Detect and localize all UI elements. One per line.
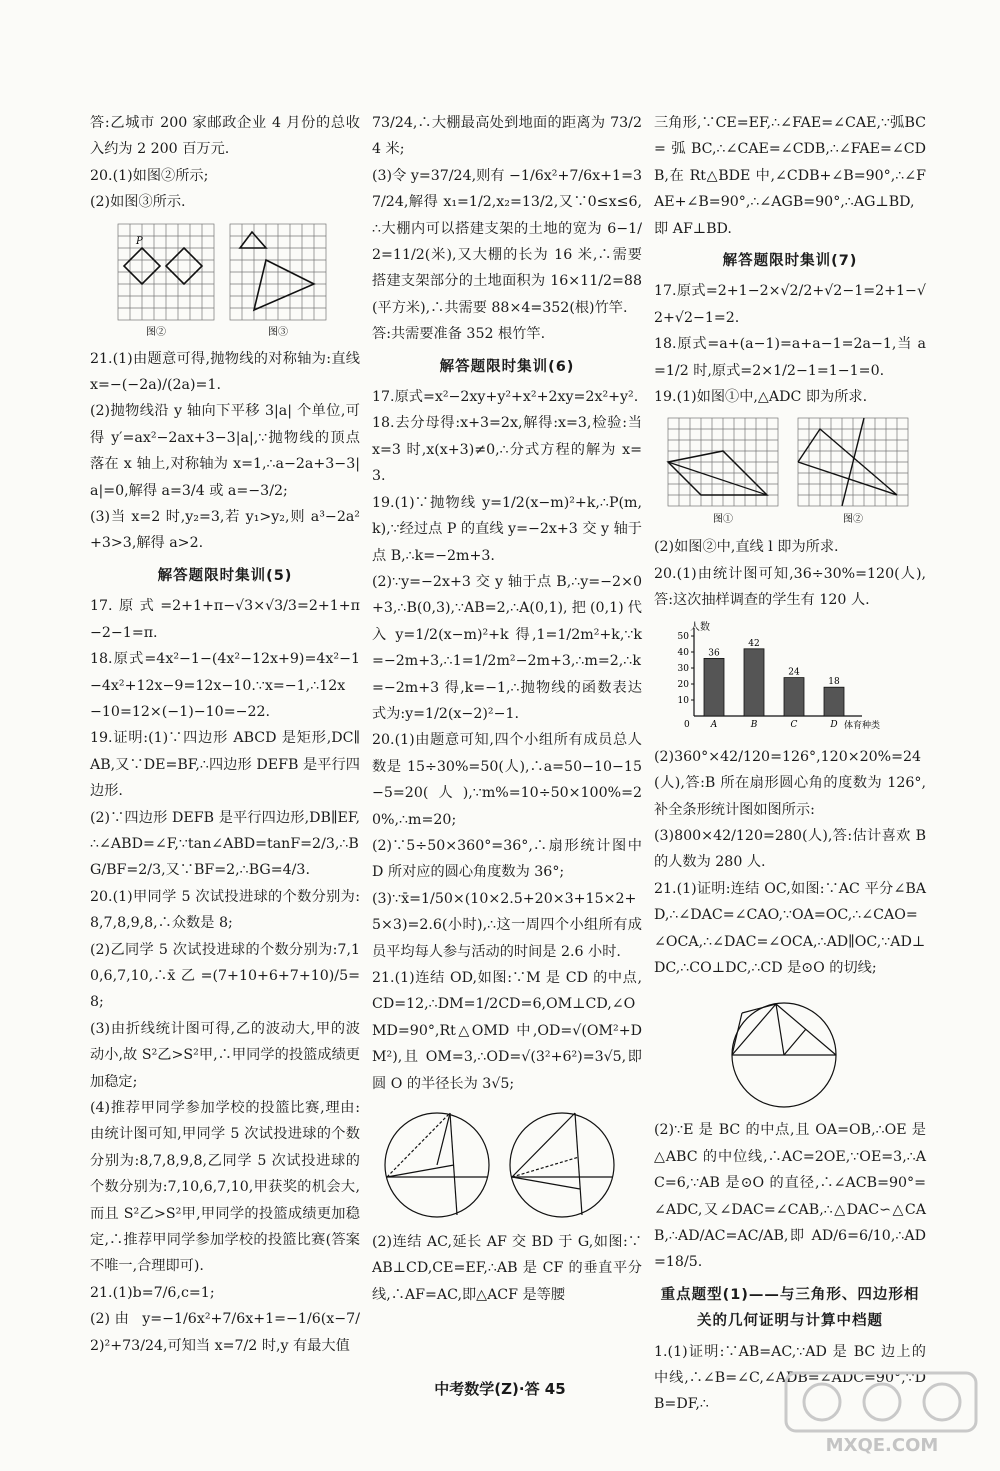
bar-chart: [654, 620, 904, 738]
paragraph: 20.(1)由题意可知,四个小组所有成员总人数是 15÷30%=50(人),∴a=50−10−15−5=20(人),∵m%=10÷50×100%=20%,∴m=20;: [372, 732, 642, 828]
paragraph: 答:共需要准备 352 根竹竿.: [372, 326, 546, 343]
paragraph: (3)由折线统计图可得,乙的波动大,甲的波动小,故 S²乙>S²甲,∴甲同学的投篮成绩更加稳定;: [90, 1020, 360, 1090]
y-axis-label: 人数: [690, 621, 710, 633]
grid-figure-2: [118, 224, 214, 338]
grid-figure-3: [230, 224, 326, 338]
bar-value-label: 36: [708, 648, 720, 659]
section-heading: 解答题限时集训(6): [439, 358, 575, 375]
section-heading: 解答题限时集训(5): [157, 567, 293, 584]
paragraph: (2)∵四边形 DEFB 是平行四边形,DB∥EF,∴∠ABD=∠F,∵tan∠ABD=tanF=2/3,∴BG/BF=2/3,又∵BF=2,∴BG=4/3.: [90, 809, 360, 879]
paragraph: 三角形,∵CE=EF,∴∠FAE=∠CAE,∵弧BC=弧BC,∴∠CAE=∠CDB,∴∠FAE=∠CDB,在 Rt△BDE 中,∠CDB+∠B=90°,∴∠FAE+∠B=90°,∴∠AGB=90°,∴AG⊥BD,即 AF⊥BD.: [654, 115, 926, 237]
figure-caption: 图②: [146, 326, 166, 338]
origin-label: 0: [684, 719, 690, 730]
y-tick-label: 10: [677, 695, 689, 706]
paragraph: (2)∵y=−2x+3 交 y 轴于点 B,∴y=−2×0+3,∴B(0,3),∵AB=2,∴A(0,1),把(0,1)代入 y=1/2(x−m)²+k 得,1=1/2m²+k,∵k=−2m+3,∴1=1/2m²−2m+3,∴m=2,∴k=−2m+3 得,k=−1,∴抛物线的函数表达式为:y=1/2(x−2)²−1.: [372, 573, 642, 722]
bar: [824, 687, 844, 716]
paragraph: (3)当 x=2 时,y₂=3,若 y₁>y₂,则 a³−2a²+3>3,解得 a>2.: [90, 509, 360, 552]
paragraph: 17.原式=2+1−2×√2/2+√2−1=2+1−√2+√2−1=2.: [654, 283, 926, 326]
bar: [704, 658, 724, 716]
paragraph: 20.(1)如图②所示;: [90, 167, 209, 184]
paragraph: (3)800×42/120=280(人),答:估计喜欢 B 的人数为 280 人.: [654, 827, 926, 871]
paragraph: (3)∵x̄=1/50×(10×2.5+20×3+15×2+5×3)=2.6(小时),∴这一周四个小组所有成员平均每人参与活动的时间是 2.6 小时.: [372, 890, 642, 960]
paragraph: 1.(1)证明:∵AB=AC,∵AD 是 BC 边上的中线,∴∠B=∠C,∠ADB=∠ADC=90°,∵DB=DF,∴: [654, 1343, 926, 1413]
watermark-logo: [782, 1367, 982, 1457]
circle-figure-left: [385, 1113, 489, 1217]
x-tick-label: D: [830, 719, 838, 730]
x-tick-label: C: [790, 719, 798, 730]
paragraph: (2)如图③所示.: [90, 194, 186, 211]
paragraph: (2)抛物线沿 y 轴向下平移 3|a| 个单位,可得 y′=ax²−2ax+3−3|a|,∵抛物线的顶点落在 x 轴上,对称轴为 x=1,∴a−2a+3−3|a|=0,解得 a=3/4 或 a=−3/2;: [90, 403, 360, 499]
x-tick-label: A: [710, 719, 718, 730]
bar-value-label: 24: [788, 667, 800, 678]
point-label-p: P: [136, 235, 143, 247]
paragraph: 21.(1)由题意可得,抛物线的对称轴为:直线 x=−(−2a)/(2a)=1.: [90, 350, 360, 394]
paragraph: 20.(1)由统计图可知,36÷30%=120(人),答:这次抽样调查的学生有 120 人.: [654, 565, 926, 609]
column-right: [654, 110, 926, 1418]
paragraph: (2)∵5÷50×360°=36°,∴扇形统计图中 D 所对应的圆心角度数为 36°;: [372, 837, 642, 881]
paragraph: (2)如图②中,直线 l 即为所求.: [654, 539, 839, 556]
section-heading: 重点题型(1)——与三角形、四边形相关的几何证明与计算中档题: [660, 1286, 920, 1330]
y-tick-label: 20: [677, 679, 689, 690]
figure-caption: 图①: [713, 514, 733, 526]
paragraph: 21.(1)b=7/6,c=1;: [90, 1284, 215, 1301]
paragraph: 73/24,∴大棚最高处到地面的距离为 73/24 米;: [372, 115, 642, 158]
circle-tangent-figure: [654, 987, 914, 1111]
bar-value-label: 42: [748, 638, 760, 649]
paragraph: 21.(1)连结 OD,如图:∵M 是 CD 的中点,CD=12,∴DM=1/2CD=6,OM⊥CD,∠OMD=90°,Rt△OMD 中,OD=√(OM²+DM²),且 OM=3,∴OD=√(3²+6²)=3√5,即圆 O 的半径长为 3√5;: [372, 970, 642, 1092]
paragraph: 18.原式=4x²−1−(4x²−12x+9)=4x²−1−4x²+12x−9=12x−10.∵x=−1,∴12x−10=12×(−1)−10=−22.: [90, 651, 360, 720]
paragraph: 20.(1)甲同学 5 次试投进球的个数分别为:8,7,8,9,8,∴众数是 8;: [90, 888, 360, 932]
y-tick-label: 30: [677, 663, 689, 674]
circle-figures: [372, 1103, 632, 1223]
section-heading: 解答题限时集训(7): [722, 253, 858, 270]
paragraph: (2)由 y=−1/6x²+7/6x+1=−1/6(x−7/2)²+73/24,可知当 x=7/2 时,y 有最大值: [90, 1311, 360, 1354]
x-tick-label: B: [750, 719, 758, 730]
bar-value-label: 18: [828, 676, 840, 687]
figure-caption: 图②: [843, 514, 863, 526]
paragraph: 19.证明:(1)∵四边形 ABCD 是矩形,DC∥AB,又∵DE=BF,∴四边形 DEFB 是平行四边形.: [90, 730, 360, 800]
paragraph: (2)360°×42/120=126°,120×20%=24(人),答:B 所在扇形圆心角的度数为 126°,补全条形统计图如图所示:: [654, 748, 926, 818]
y-tick-label: 50: [677, 631, 689, 642]
column-left: [90, 110, 360, 1359]
grid-figures-2-3: [90, 222, 350, 340]
grid-figure-2: [798, 418, 908, 525]
paragraph: 18.去分母得:x+3=2x,解得:x=3,检验:当 x=3 时,x(x+3)≠0,∴分式方程的解为 x=3.: [372, 415, 642, 485]
paragraph: (2)连结 AC,延长 AF 交 BD 于 G,如图:∵AB⊥CD,CE=EF,∴AB 是 CF 的垂直平分线,∴AF=AC,即△ACF 是等腰: [372, 1234, 642, 1303]
circle-figure-right: [510, 1113, 614, 1217]
bar: [784, 677, 804, 715]
paragraph: 19.(1)如图①中,△ADC 即为所求.: [654, 389, 868, 406]
y-tick-label: 40: [677, 647, 689, 658]
x-axis-label: 体育种类: [844, 720, 881, 731]
paragraph: (2)乙同学 5 次试投进球的个数分别为:7,10,6,7,10,∴x̄乙=(7+10+6+7+10)/5=8;: [90, 941, 360, 1011]
paragraph: 17.原式=2+1+π−√3×√3/3=2+1+π−2−1=π.: [90, 598, 360, 641]
column-middle: [372, 110, 642, 1308]
paragraph: 答:乙城市 200 家邮政企业 4 月份的总收入约为 2 200 百万元.: [90, 115, 360, 158]
paragraph: (2)∵E 是 BC 的中点,且 OA=OB,∴OE 是△ABC 的中位线,∴AC=2OE,∵OE=3,∴AC=6,∵AB 是⊙O 的直径,∴∠ACB=90°=∠ADC,又∠DAC=∠CAB,∴△DAC∽△CAB,∴AD/AC=AC/AB,即 AD/6=6/10,∴AD=18/5.: [654, 1122, 926, 1271]
paragraph: (3)令 y=37/24,则有 −1/6x²+7/6x+1=37/24,解得 x₁=1/2,x₂=13/2,又∵0≤x≤6,∴大棚内可以搭建支架的土地的宽为 6−1/2=11/2(米),又大棚的长为 16 米,∴需要搭建支架部分的土地面积为 16×11/2=88(平方米),∴共需要 88×4=352(根)竹竿.: [372, 167, 642, 316]
paragraph: (4)推荐甲同学参加学校的投篮比赛,理由:由统计图可知,甲同学 5 次试投进球的个数分别为:8,7,8,9,8,乙同学 5 次试投进球的个数分别为:7,10,6,7,10,甲获奖的机会大,而且 S²乙>S²甲,甲同学的投篮成绩更加稳定,∴推荐甲同学参加学校的投篮比赛(答案不唯一,合理即可).: [90, 1100, 360, 1275]
figure-caption: 图③: [268, 326, 288, 338]
page-footer: 中考数学(Z)·答 45: [434, 1380, 566, 1398]
paragraph: 17.原式=x²−2xy+y²+x²+2xy=2x²+y².: [372, 389, 639, 406]
bar: [744, 648, 764, 715]
watermark-text: MXQE.COM: [825, 1435, 939, 1456]
paragraph: 18.原式=a+(a−1)=a+a−1=2a−1,当 a=1/2 时,原式=2×1/2−1=1−1=0.: [654, 336, 926, 379]
grid-figures-1-2: [654, 416, 922, 528]
paragraph: 21.(1)证明:连结 OC,如图:∵AC 平分∠BAD,∴∠DAC=∠CAO,∵OA=OC,∴∠CAO=∠OCA,∴∠DAC=∠OCA,∴AD∥OC,∵AD⊥DC,∴CO⊥DC,∴CD 是⊙O 的切线;: [654, 880, 926, 976]
paragraph: 19.(1)∵抛物线 y=1/2(x−m)²+k,∴P(m,k),∵经过点 P 的直线 y=−2x+3 交 y 轴于点 B,∴k=−2m+3.: [372, 494, 642, 564]
grid-figure-1: [668, 418, 778, 525]
